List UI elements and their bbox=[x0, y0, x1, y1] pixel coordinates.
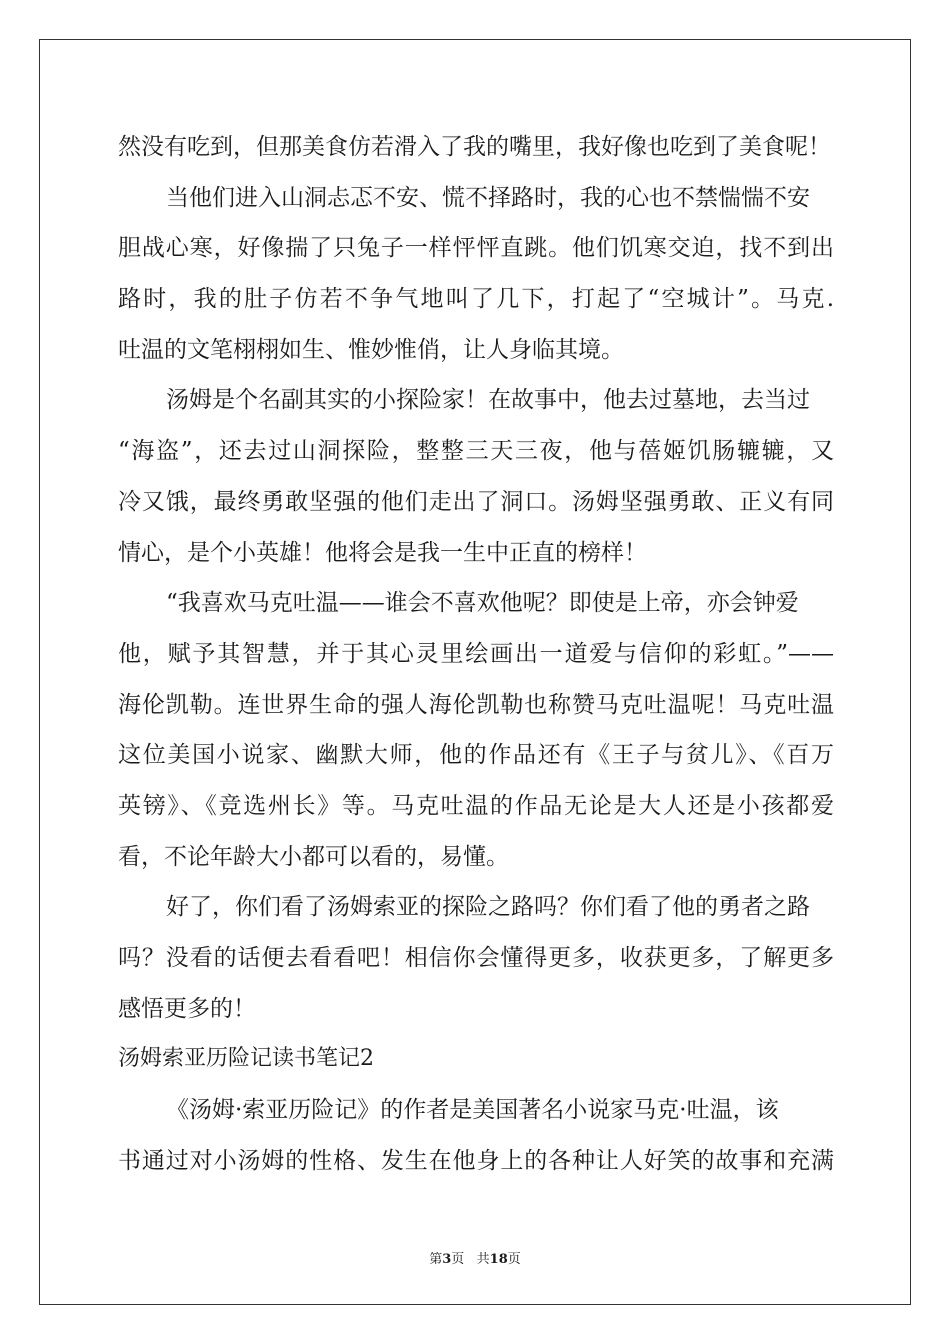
text-line: 情心，是个小英雄！他将会是我一生中正直的榜样！ bbox=[118, 539, 647, 566]
text-line: 看，不论年龄大小都可以看的，易懂。 bbox=[118, 843, 509, 870]
text-line: 感悟更多的！ bbox=[118, 995, 256, 1022]
footer-suffix: 页 bbox=[507, 1252, 521, 1267]
text-line: 好了，你们看了汤姆索亚的探险之路吗？你们看了他的勇者之路 bbox=[166, 894, 810, 921]
text-line: 冷又饿，最终勇敢坚强的他们走出了洞口。汤姆坚强勇敢、正义有同 bbox=[118, 488, 834, 515]
text-line: 这位美国小说家、幽默大师，他的作品还有《王子与贫儿》、《百万 bbox=[118, 742, 834, 769]
text-line: 英镑》、《竞选州长》等。马克吐温的作品无论是大人还是小孩都爱 bbox=[118, 792, 834, 819]
text-line: 海伦凯勒。连世界生命的强人海伦凯勒也称赞马克吐温呢！马克吐温 bbox=[118, 691, 834, 718]
text-line: 当他们进入山洞忐忑不安、慌不择路时，我的心也不禁惴惴不安 bbox=[166, 184, 810, 211]
text-line: 吐温的文笔栩栩如生、惟妙惟俏，让人身临其境。 bbox=[118, 336, 624, 363]
footer-prefix: 第 bbox=[429, 1252, 443, 1267]
total-page-count: 18 bbox=[489, 1252, 508, 1267]
text-line: 《汤姆·索亚历险记》的作者是美国著名小说家马克·吐温，该 bbox=[166, 1097, 779, 1124]
page-footer bbox=[0, 1248, 950, 1267]
text-line: 胆战心寒，好像揣了只兔子一样怦怦直跳。他们饥寒交迫，找不到出 bbox=[118, 235, 834, 262]
text-line: 吗？没看的话便去看看吧！相信你会懂得更多，收获更多，了解更多 bbox=[118, 945, 834, 971]
text-line: “我喜欢马克吐温——谁会不喜欢他呢？即使是上帝，亦会钟爱 bbox=[166, 590, 799, 617]
text-line: 汤姆是个名副其实的小探险家！在故事中，他去过墓地，去当过 bbox=[166, 387, 810, 414]
current-page-number: 3 bbox=[442, 1252, 452, 1267]
text-line: 他，赋予其智慧，并于其心灵里绘画出一道爱与信仰的彩虹。”—— bbox=[118, 640, 834, 667]
footer-middle: 页 共 bbox=[451, 1252, 490, 1267]
text-line: 路时，我的肚子仿若不争气地叫了几下，打起了“空城计”。马克. bbox=[118, 286, 834, 313]
text-line: “海盗”，还去过山洞探险，整整三天三夜，他与蓓姬饥肠辘辘，又 bbox=[118, 438, 834, 465]
text-line: 书通过对小汤姆的性格、发生在他身上的各种让人好笑的故事和充满 bbox=[118, 1147, 834, 1174]
document-body bbox=[118, 122, 834, 1186]
text-line: 然没有吃到，但那美食仿若滑入了我的嘴里，我好像也吃到了美食呢！ bbox=[118, 134, 831, 160]
section-heading: 汤姆索亚历险记读书笔记2 bbox=[118, 1046, 374, 1072]
